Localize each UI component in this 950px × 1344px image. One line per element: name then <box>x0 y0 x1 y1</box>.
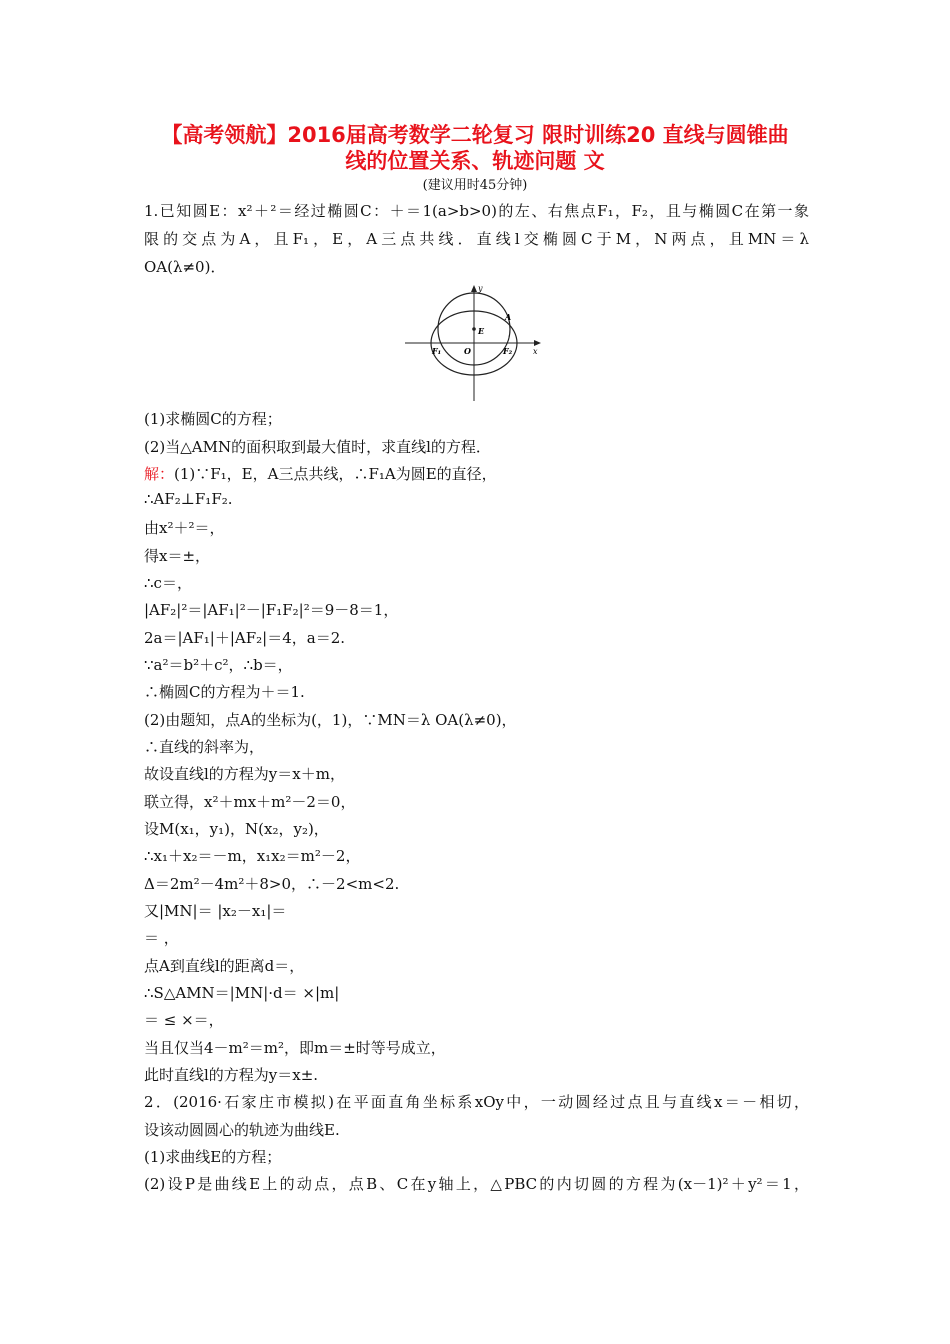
solution-line: 当且仅当4－m²＝m²，即m＝±时等号成立， <box>144 1039 446 1057</box>
solution-line: 此时直线l的方程为y＝x±. <box>144 1066 319 1084</box>
solution-line: ＝ ， <box>144 929 179 947</box>
solution-text: (1)∵F₁，E，A三点共线，∴F₁A为圆E的直径， <box>174 465 497 483</box>
solution-first-line <box>144 463 809 484</box>
solution-line: 点A到直线l的距离d＝， <box>144 957 305 975</box>
label-f2: F₂ <box>503 346 513 356</box>
x-axis-arrow <box>534 340 541 346</box>
solution-line: ∴S△AMN＝|MN|·d＝ ×|m| <box>144 984 340 1002</box>
title-line-2: 线的位置关系、轨迹问题 文 <box>345 149 605 173</box>
problem-2-line-3: (1)求曲线E的方程； <box>144 1148 282 1166</box>
solution-line: 由x²＋²＝， <box>144 519 225 537</box>
solution-line: 设M(x₁，y₁)，N(x₂，y₂)， <box>144 820 329 838</box>
suggested-time: (建议用时45分钟) <box>422 178 528 193</box>
ellipse-circle-figure <box>405 283 545 403</box>
solution-line: 联立得，x²＋mx＋m²－2＝0， <box>144 793 356 811</box>
problem-1-line-1: 1.已知圆E：x²＋²＝经过椭圆C：＋＝1(a>b>0)的左、右焦点F₁，F₂，且与椭圆C在第一象 <box>144 202 809 220</box>
solution-line: ∴直线的斜率为， <box>144 738 265 756</box>
label-x: x <box>533 347 538 356</box>
solution-label: 解： <box>144 465 175 483</box>
label-e: E <box>478 326 485 336</box>
label-o: O <box>464 346 471 356</box>
point-e <box>472 327 476 331</box>
y-axis-arrow <box>471 285 477 292</box>
label-f1: F₁ <box>432 346 442 356</box>
solution-line: ∵a²＝b²＋c²，∴b＝， <box>144 656 293 674</box>
label-y: y <box>478 284 483 293</box>
problem-2-line-4: (2)设P是曲线E上的动点，点B、C在y轴上，△PBC的内切圆的方程为(x－1)²＋y²＝1， <box>144 1175 809 1193</box>
solution-line: |AF₂|²＝|AF₁|²－|F₁F₂|²＝9－8＝1， <box>144 601 399 619</box>
solution-line: 故设直线l的方程为y＝x＋m， <box>144 765 345 783</box>
question-2: (2)当△AMN的面积取到最大值时，求直线l的方程． <box>144 438 491 456</box>
label-a: A <box>505 312 512 322</box>
solution-line: 2a＝|AF₁|＋|AF₂|＝4，a＝2. <box>144 629 346 647</box>
title-line-1: 【高考领航】2016届高考数学二轮复习 限时训练20 直线与圆锥曲 <box>161 123 789 147</box>
solution-line: ∴AF₂⊥F₁F₂. <box>144 490 233 508</box>
solution-line: 又|MN|＝ |x₂－x₁|＝ <box>144 902 287 920</box>
document-title <box>120 122 830 174</box>
solution-line: ∴椭圆C的方程为＋＝1. <box>144 683 305 701</box>
solution-line: ∴x₁＋x₂＝－m，x₁x₂＝m²－2， <box>144 847 361 865</box>
solution-line: (2)由题知，点A的坐标为(，1)，∵MN＝λ OA(λ≠0)， <box>144 711 517 729</box>
problem-1-line-3: OA(λ≠0)． <box>144 258 226 276</box>
solution-line: ＝ ≤ ×＝， <box>144 1011 224 1029</box>
question-1: (1)求椭圆C的方程； <box>144 410 282 428</box>
solution-line: ∴c＝， <box>144 574 192 592</box>
solution-line: Δ＝2m²－4m²＋8>0，∴－2<m<2. <box>144 875 400 893</box>
problem-2-line-1: 2．(2016·石家庄市模拟)在平面直角坐标系xOy中，一动圆经过点且与直线x＝－相切， <box>144 1093 809 1111</box>
problem-1-line-2: 限的交点为A，且F₁，E，A三点共线．直线l交椭圆C于M，N两点，且MN＝λ <box>144 230 809 248</box>
problem-2-line-2: 设该动圆圆心的轨迹为曲线E. <box>144 1121 340 1139</box>
solution-line: 得x＝±， <box>144 547 211 565</box>
